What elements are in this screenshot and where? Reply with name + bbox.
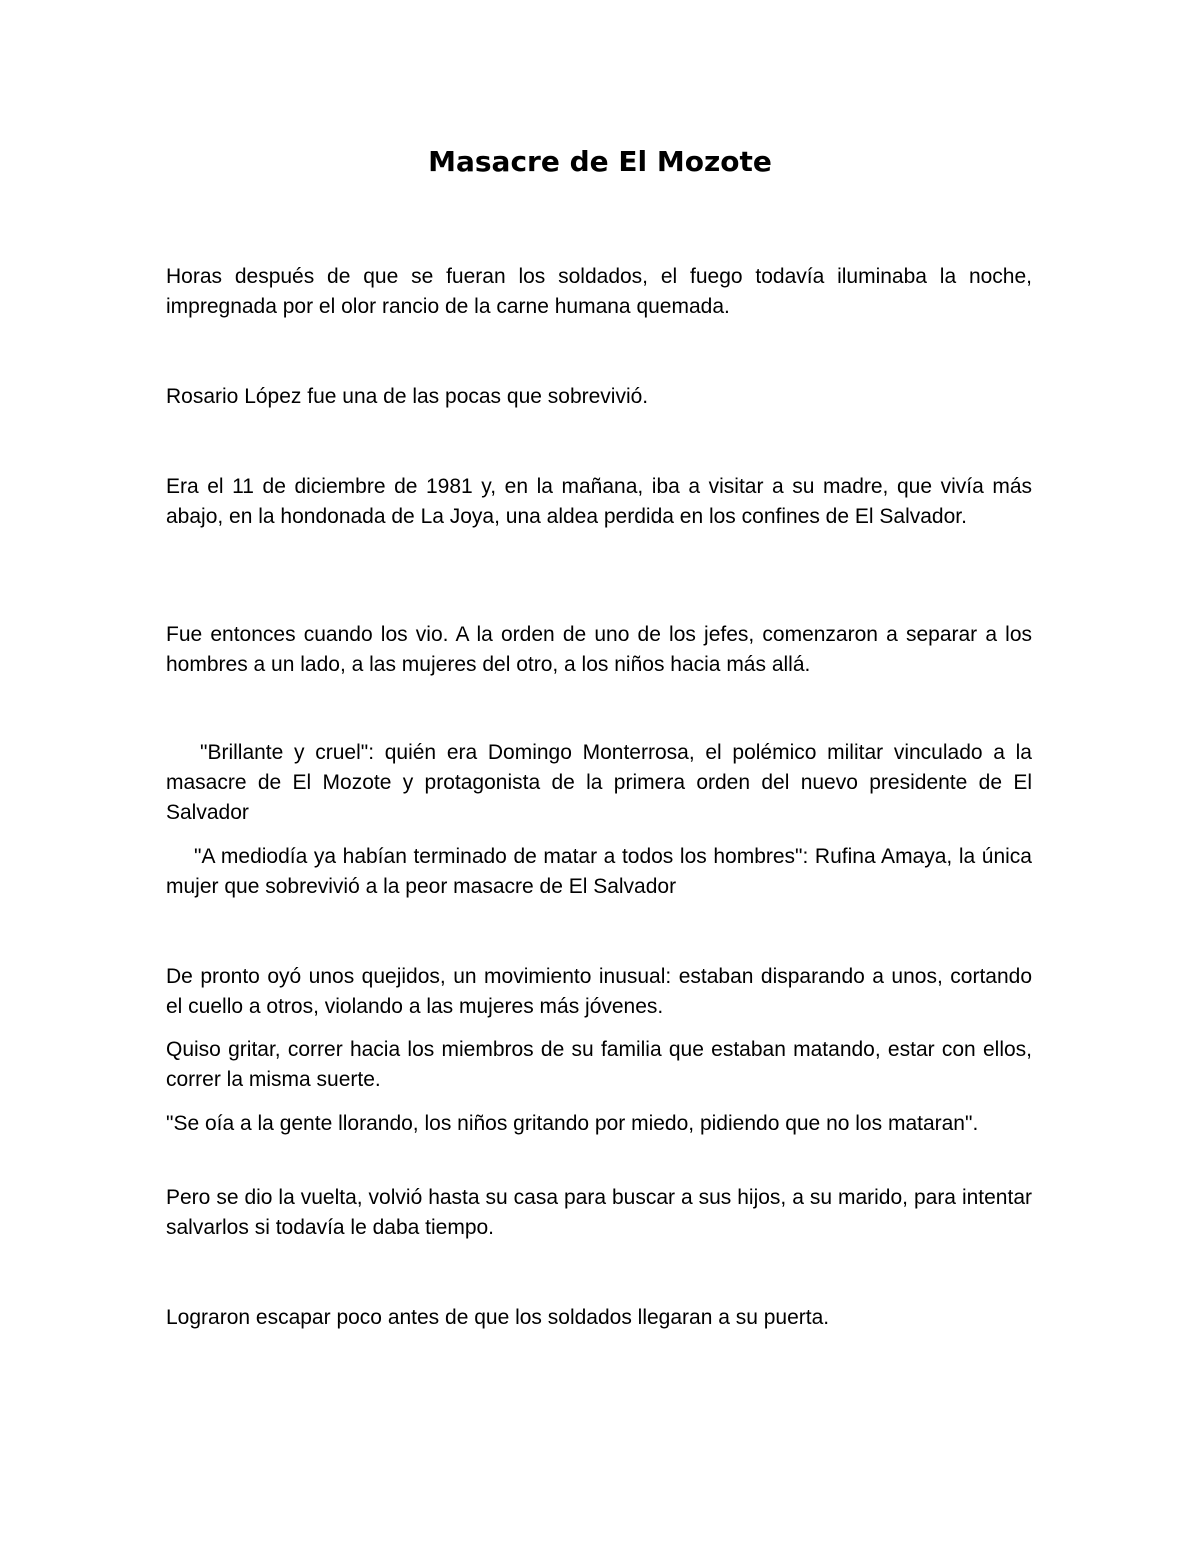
related-link-1: "Brillante y cruel": quién era Domingo Monterrosa, el polémico militar vinculado a la masacre de El Mozote y protagonista de la primera orden del nuevo presidente de El Salvador	[166, 741, 1032, 824]
paragraph-7: "Se oía a la gente llorando, los niños gritando por miedo, pidiendo que no los mataran".	[166, 1112, 979, 1135]
paragraph-9: Lograron escapar poco antes de que los soldados llegaran a su puerta.	[166, 1306, 830, 1329]
paragraph-8: Pero se dio la vuelta, volvió hasta su casa para buscar a sus hijos, a su marido, para intentar salvarlos si todavía le daba tiempo.	[166, 1186, 1032, 1239]
paragraph-4: Fue entonces cuando los vio. A la orden de uno de los jefes, comenzaron a separar a los hombres a un lado, a las mujeres del otro, a los niños hacia más allá.	[166, 623, 1032, 676]
paragraph-3: Era el 11 de diciembre de 1981 y, en la mañana, iba a visitar a su madre, que vivía más abajo, en la hondonada de La Joya, una aldea perdida en los confines de El Salvador.	[166, 475, 1032, 528]
paragraph-5: De pronto oyó unos quejidos, un movimiento inusual: estaban disparando a unos, cortando el cuello a otros, violando a las mujeres más jóvenes.	[166, 965, 1032, 1018]
paragraph-1: Horas después de que se fueran los soldados, el fuego todavía iluminaba la noche, impregnada por el olor rancio de la carne humana quemada.	[166, 265, 1032, 318]
paragraph-2: Rosario López fue una de las pocas que sobrevivió.	[166, 385, 649, 408]
paragraph-6: Quiso gritar, correr hacia los miembros de su familia que estaban matando, estar con ellos, correr la misma suerte.	[166, 1038, 1032, 1091]
related-link-2: "A mediodía ya habían terminado de matar a todos los hombres": Rufina Amaya, la única mujer que sobrevivió a la peor masacre de El Salvador	[166, 845, 1032, 898]
document-title: Masacre de El Mozote	[428, 145, 772, 178]
